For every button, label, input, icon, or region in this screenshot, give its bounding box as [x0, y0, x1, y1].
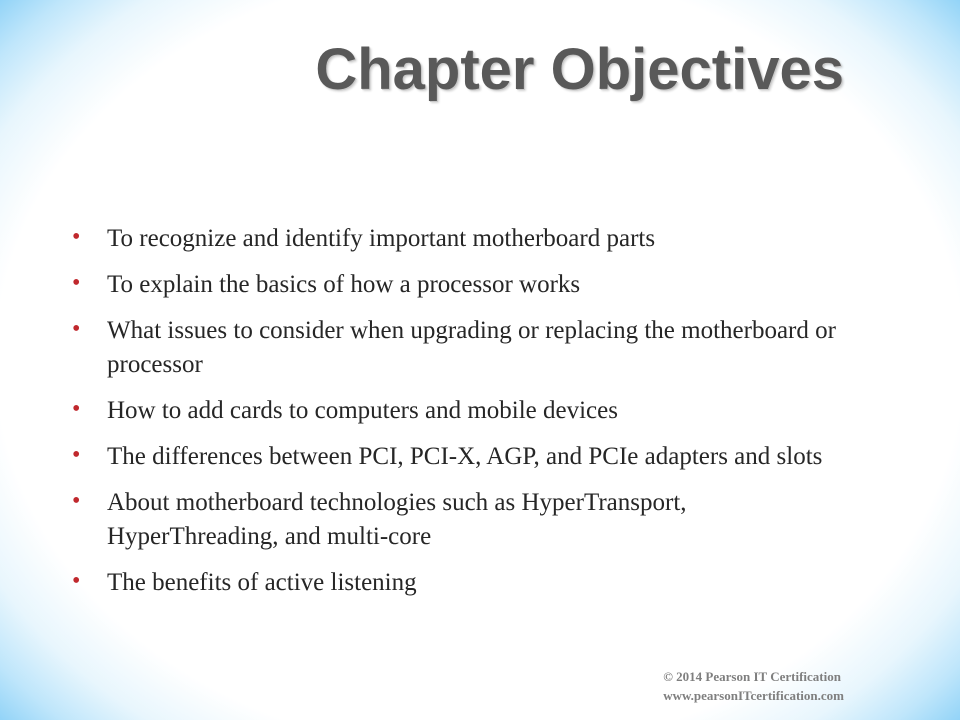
list-item [72, 486, 862, 554]
objectives-list [72, 222, 862, 612]
list-item [72, 268, 862, 302]
slide-footer [663, 667, 844, 705]
bullet-icon: • [72, 568, 81, 594]
list-item [72, 314, 862, 382]
bullet-icon: • [72, 488, 81, 514]
objective-text: The differences between PCI, PCI-X, AGP, and PCIe adapters and slots [107, 443, 823, 470]
bullet-icon: • [72, 316, 81, 342]
copyright-text: © 2014 Pearson IT Certification [663, 669, 841, 684]
website-url: www.pearsonITcertification.com [663, 688, 844, 703]
bullet-icon: • [72, 442, 81, 468]
list-item [72, 394, 862, 428]
bullet-icon: • [72, 396, 81, 422]
list-item [72, 440, 862, 474]
objective-text: How to add cards to computers and mobile devices [107, 397, 618, 424]
objective-text: To recognize and identify important motherboard parts [107, 225, 656, 252]
list-item [72, 222, 862, 256]
objective-text: To explain the basics of how a processor works [107, 271, 581, 298]
list-item [72, 566, 862, 600]
bullet-icon: • [72, 224, 81, 250]
objective-text: The benefits of active listening [107, 569, 417, 596]
objective-text: What issues to consider when upgrading or replacing the motherboard or processor [107, 317, 836, 378]
slide-title: Chapter Objectives [315, 37, 844, 102]
bullet-icon: • [72, 270, 81, 296]
objective-text: About motherboard technologies such as HyperTransport, HyperThreading, and multi-core [107, 489, 687, 550]
